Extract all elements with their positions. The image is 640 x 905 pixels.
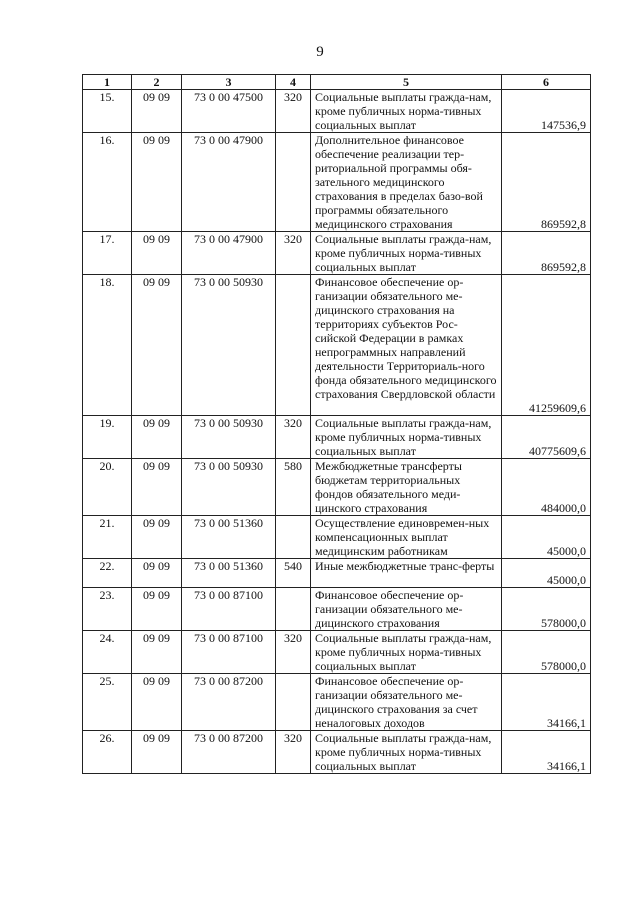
header-col-6: 6 bbox=[502, 75, 591, 90]
row-description: Межбюджетные трансферты бюджетам территориальных фондов обязательного меди-цинского страхования bbox=[311, 459, 502, 516]
expense-type-code: 320 bbox=[276, 90, 311, 133]
expense-type-code bbox=[276, 516, 311, 559]
row-amount: 869592,8 bbox=[502, 133, 591, 232]
row-number: 18. bbox=[83, 275, 132, 416]
section-code: 09 09 bbox=[132, 588, 182, 631]
row-amount: 45000,0 bbox=[502, 516, 591, 559]
row-amount: 578000,0 bbox=[502, 588, 591, 631]
table-row bbox=[83, 631, 591, 674]
row-amount: 45000,0 bbox=[502, 559, 591, 588]
row-description: Социальные выплаты гражда-нам, кроме публичных норма-тивных социальных выплат bbox=[311, 731, 502, 774]
row-amount: 869592,8 bbox=[502, 232, 591, 275]
row-description: Социальные выплаты гражда-нам, кроме публичных норма-тивных социальных выплат bbox=[311, 416, 502, 459]
row-description: Социальные выплаты гражда-нам, кроме публичных норма-тивных социальных выплат bbox=[311, 232, 502, 275]
expense-type-code bbox=[276, 674, 311, 731]
table-row bbox=[83, 133, 591, 232]
header-col-2: 2 bbox=[132, 75, 182, 90]
table-row bbox=[83, 90, 591, 133]
row-description: Иные межбюджетные транс-ферты bbox=[311, 559, 502, 588]
row-number: 21. bbox=[83, 516, 132, 559]
row-description: Финансовое обеспечение ор-ганизации обязательного ме-дицинского страхования на территориях субъектов Рос-сийской Федерации в рамках непрограммных направлений деятельности Территориаль-ного фонда обязательного медицинского страхования Свердловской области bbox=[311, 275, 502, 416]
header-row bbox=[83, 75, 591, 90]
row-amount: 34166,1 bbox=[502, 674, 591, 731]
expense-type-code bbox=[276, 588, 311, 631]
expense-type-code bbox=[276, 275, 311, 416]
header-col-4: 4 bbox=[276, 75, 311, 90]
target-article-code: 73 0 00 50930 bbox=[182, 416, 276, 459]
row-amount: 41259609,6 bbox=[502, 275, 591, 416]
row-number: 22. bbox=[83, 559, 132, 588]
row-amount: 34166,1 bbox=[502, 731, 591, 774]
row-description: Осуществление единовремен-ных компенсационных выплат медицинским работникам bbox=[311, 516, 502, 559]
section-code: 09 09 bbox=[132, 133, 182, 232]
table-row bbox=[83, 416, 591, 459]
section-code: 09 09 bbox=[132, 674, 182, 731]
budget-table bbox=[82, 74, 591, 774]
target-article-code: 73 0 00 87100 bbox=[182, 631, 276, 674]
expense-type-code: 540 bbox=[276, 559, 311, 588]
row-description: Дополнительное финансовое обеспечение реализации тер-риториальной программы обя-зательного медицинского страхования в пределах базо-вой программы обязательного медицинского страхования bbox=[311, 133, 502, 232]
row-number: 15. bbox=[83, 90, 132, 133]
target-article-code: 73 0 00 47500 bbox=[182, 90, 276, 133]
row-description: Финансовое обеспечение ор-ганизации обязательного ме-дицинского страхования за счет неналоговых доходов bbox=[311, 674, 502, 731]
row-number: 25. bbox=[83, 674, 132, 731]
target-article-code: 73 0 00 50930 bbox=[182, 459, 276, 516]
row-number: 23. bbox=[83, 588, 132, 631]
table-row bbox=[83, 674, 591, 731]
row-description: Финансовое обеспечение ор-ганизации обязательного ме-дицинского страхования bbox=[311, 588, 502, 631]
section-code: 09 09 bbox=[132, 232, 182, 275]
row-number: 26. bbox=[83, 731, 132, 774]
page-number: 9 bbox=[316, 44, 324, 60]
section-code: 09 09 bbox=[132, 459, 182, 516]
table-row bbox=[83, 516, 591, 559]
row-description: Социальные выплаты граждa-нам, кроме публичных норма-тивных социальных выплат bbox=[311, 90, 502, 133]
row-number: 24. bbox=[83, 631, 132, 674]
section-code: 09 09 bbox=[132, 516, 182, 559]
section-code: 09 09 bbox=[132, 275, 182, 416]
target-article-code: 73 0 00 47900 bbox=[182, 232, 276, 275]
table-body bbox=[83, 90, 591, 774]
target-article-code: 73 0 00 51360 bbox=[182, 559, 276, 588]
expense-type-code bbox=[276, 133, 311, 232]
header-col-1: 1 bbox=[83, 75, 132, 90]
target-article-code: 73 0 00 47900 bbox=[182, 133, 276, 232]
target-article-code: 73 0 00 87200 bbox=[182, 674, 276, 731]
row-amount: 484000,0 bbox=[502, 459, 591, 516]
row-number: 16. bbox=[83, 133, 132, 232]
target-article-code: 73 0 00 50930 bbox=[182, 275, 276, 416]
header-col-5: 5 bbox=[311, 75, 502, 90]
target-article-code: 73 0 00 51360 bbox=[182, 516, 276, 559]
row-amount: 40775609,6 bbox=[502, 416, 591, 459]
expense-type-code: 320 bbox=[276, 631, 311, 674]
table-row bbox=[83, 559, 591, 588]
expense-type-code: 580 bbox=[276, 459, 311, 516]
row-amount: 578000,0 bbox=[502, 631, 591, 674]
row-number: 20. bbox=[83, 459, 132, 516]
expense-type-code: 320 bbox=[276, 416, 311, 459]
section-code: 09 09 bbox=[132, 631, 182, 674]
section-code: 09 09 bbox=[132, 90, 182, 133]
target-article-code: 73 0 00 87100 bbox=[182, 588, 276, 631]
row-number: 17. bbox=[83, 232, 132, 275]
table-row bbox=[83, 731, 591, 774]
row-amount: 147536,9 bbox=[502, 90, 591, 133]
table-row bbox=[83, 232, 591, 275]
expense-type-code: 320 bbox=[276, 731, 311, 774]
header-col-3: 3 bbox=[182, 75, 276, 90]
section-code: 09 09 bbox=[132, 559, 182, 588]
section-code: 09 09 bbox=[132, 731, 182, 774]
target-article-code: 73 0 00 87200 bbox=[182, 731, 276, 774]
section-code: 09 09 bbox=[132, 416, 182, 459]
row-number: 19. bbox=[83, 416, 132, 459]
table-row bbox=[83, 588, 591, 631]
expense-type-code: 320 bbox=[276, 232, 311, 275]
table-row bbox=[83, 459, 591, 516]
table-row bbox=[83, 275, 591, 416]
row-description: Социальные выплаты гражда-нам, кроме публичных норма-тивных социальных выплат bbox=[311, 631, 502, 674]
